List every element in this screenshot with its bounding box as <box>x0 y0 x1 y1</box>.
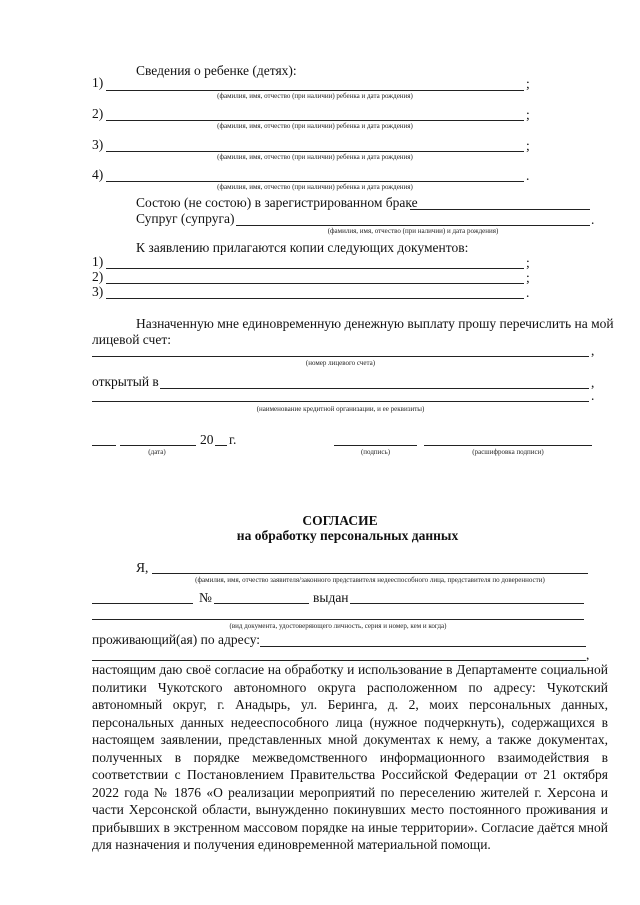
document-series-field[interactable] <box>92 603 193 604</box>
date-year-field[interactable] <box>215 445 227 446</box>
date-month-field[interactable] <box>120 445 196 446</box>
bank-end-punct: . <box>591 388 595 403</box>
attachment-3-field[interactable] <box>106 298 524 299</box>
address-label: проживающий(ая) по адресу: <box>92 632 261 647</box>
row-end-punct: ; <box>526 255 530 270</box>
row-end-punct: ; <box>526 107 530 122</box>
date-caption: (дата) <box>148 448 166 456</box>
account-end-punct: , <box>591 343 595 358</box>
spouse-caption: (фамилия, имя, отчество (при наличии) и дата рождения) <box>327 227 499 235</box>
account-caption: (номер лицевого счета) <box>305 359 376 367</box>
row-end-punct: . <box>526 168 530 183</box>
child-caption: (фамилия, имя, отчество (при наличии) ребенка и дата рождения) <box>217 153 413 161</box>
bank-details-field[interactable] <box>92 401 589 402</box>
child-row-number: 3) <box>92 137 104 152</box>
child-row-number: 4) <box>92 167 104 182</box>
row-end-punct: ; <box>526 76 530 91</box>
row-end-punct: ; <box>526 138 530 153</box>
year-prefix: 20 <box>200 432 214 447</box>
row-end-punct: ; <box>526 270 530 285</box>
child-4-field[interactable] <box>106 181 524 182</box>
signature-caption: (подпись) <box>360 448 391 456</box>
document-caption: (вид документа, удостоверяющего личность, серия и номер, кем и когда) <box>229 622 447 630</box>
address-end-punct: , <box>586 647 590 662</box>
payment-text-line2: лицевой счет: <box>92 332 171 347</box>
opened-end-punct: , <box>591 375 595 390</box>
payment-text-line1: Назначенную мне единовременную денежную выплату прошу перечислить на мой <box>136 316 614 331</box>
year-suffix: г. <box>229 432 237 447</box>
child-caption: (фамилия, имя, отчество (при наличии) ребенка и дата рождения) <box>217 183 413 191</box>
issued-label: выдан <box>313 590 349 605</box>
row-end-punct: . <box>526 285 530 300</box>
attachment-row-number: 1) <box>92 254 104 269</box>
child-row-number: 2) <box>92 106 104 121</box>
attachment-row-number: 3) <box>92 284 104 299</box>
consent-title: СОГЛАСИЕ <box>302 513 378 528</box>
date-day-field[interactable] <box>92 445 116 446</box>
bank-caption: (наименование кредитной организации, и ее реквизиты) <box>256 405 425 413</box>
spouse-field[interactable] <box>236 225 590 226</box>
spouse-label: Супруг (супруга) <box>136 211 235 226</box>
child-row-number: 1) <box>92 75 104 90</box>
address-field[interactable] <box>260 646 586 647</box>
account-number-field[interactable] <box>92 356 589 357</box>
child-caption: (фамилия, имя, отчество (при наличии) ребенка и дата рождения) <box>217 122 413 130</box>
signature-decode-caption: (расшифровка подписи) <box>472 448 544 456</box>
issued-by-field[interactable] <box>350 603 584 604</box>
consent-applicant-name-field[interactable] <box>152 573 588 574</box>
document-details-field[interactable] <box>92 619 584 620</box>
signature-field[interactable] <box>334 445 417 446</box>
consent-i-label: Я, <box>136 560 149 575</box>
attachment-2-field[interactable] <box>106 283 524 284</box>
attachment-row-number: 2) <box>92 269 104 284</box>
marriage-status-text: Состою (не состою) в зарегистрированном браке <box>136 195 418 210</box>
marriage-status-field[interactable] <box>410 209 590 210</box>
number-sign: № <box>199 590 212 605</box>
signature-decode-field[interactable] <box>424 445 592 446</box>
child-caption: (фамилия, имя, отчество (при наличии) ребенка и дата рождения) <box>217 92 413 100</box>
document-number-field[interactable] <box>214 603 309 604</box>
opened-in-label: открытый в <box>92 374 159 389</box>
bank-name-field[interactable] <box>160 388 589 389</box>
spouse-end-punct: . <box>591 212 595 227</box>
child-2-field[interactable] <box>106 120 524 121</box>
consent-applicant-caption: (фамилия, имя, отчество заявителя/законного представителя недееспособного лица, представителя по доверенности) <box>195 576 545 584</box>
child-3-field[interactable] <box>106 151 524 152</box>
consent-body-text: настоящим даю своё согласие на обработку и использование в Департаменте социальной политики Чукотского автономного округа расположенном по адресу: Чукотский автономный округ, г. Анадырь, ул. Беринга, д. 2, моих персональных данных, персональных данных недееспособного лица (нужное подчеркнуть), содержащихся в настоящем заявлении, представленных мной документах к нему, а также документах, полученных в порядке межведомственного информационного взаимодействия в соответствии с Постановлением Правительства Российской Федерации от 21 октября 2022 года № 1876 «О реализации мероприятий по переселению жителей г. Херсона и части Херсонской области, вынужденно покинувших место постоянного проживания и прибывших в экстренном массовом порядке на иные территории». Согласие даётся мной для назначения и получения единовременной материальной помощи. <box>92 662 608 852</box>
consent-subtitle: на обработку персональных данных <box>236 528 459 543</box>
attachments-heading: К заявлению прилагаются копии следующих документов: <box>136 240 469 255</box>
attachment-1-field[interactable] <box>106 268 524 269</box>
child-1-field[interactable] <box>106 90 524 91</box>
children-heading: Сведения о ребенке (детях): <box>136 63 297 78</box>
